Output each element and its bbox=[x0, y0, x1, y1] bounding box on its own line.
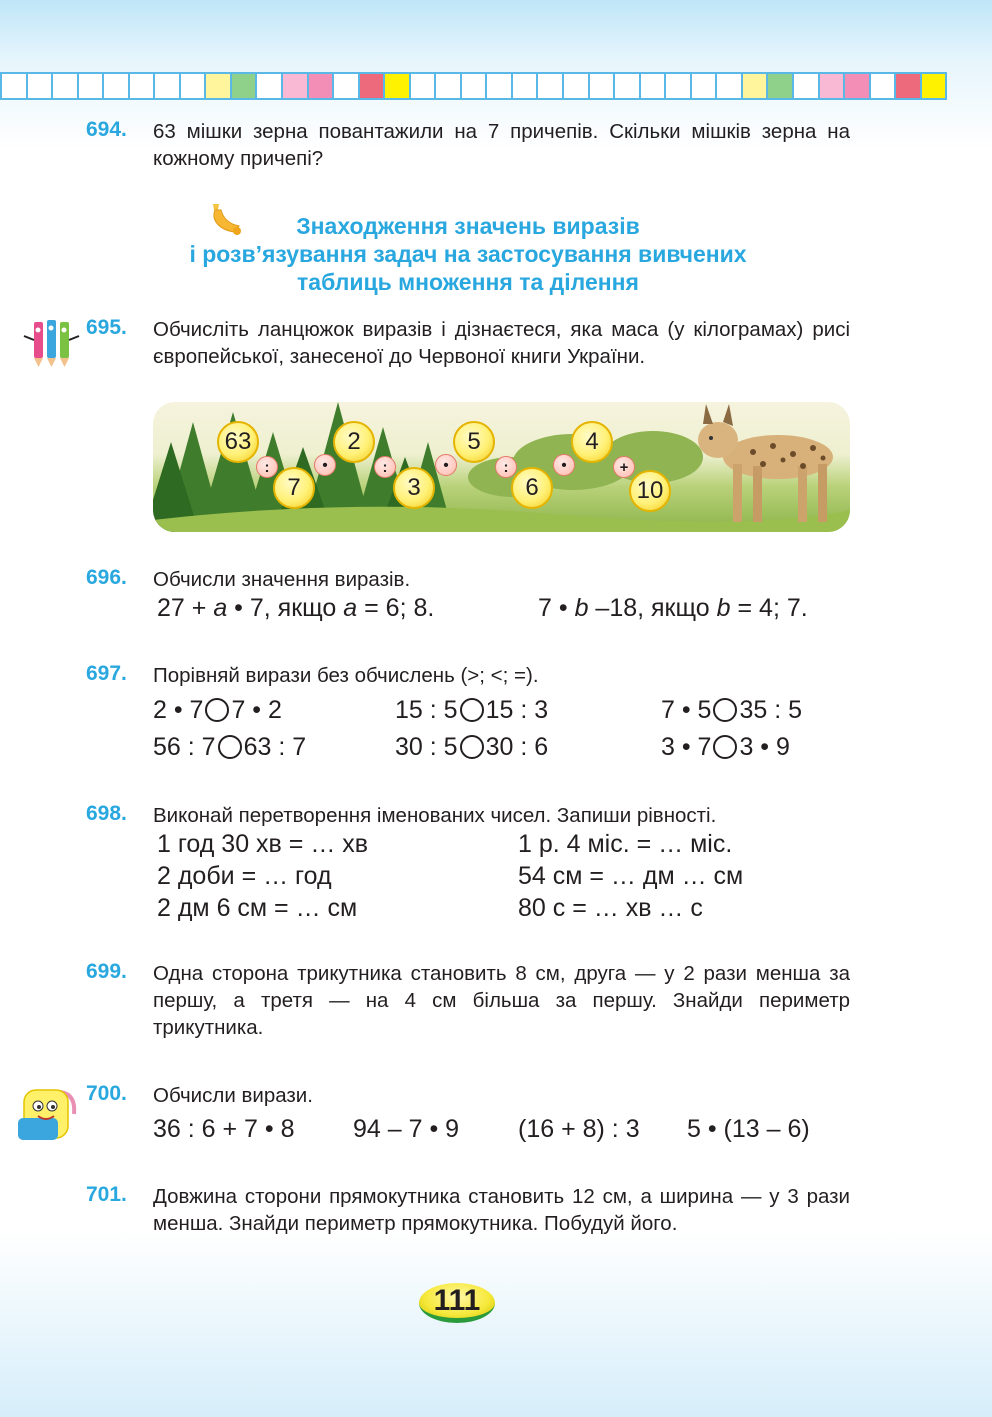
task-700-number: 700. bbox=[86, 1082, 127, 1105]
compare-circle[interactable] bbox=[218, 735, 242, 759]
compare-circle[interactable] bbox=[460, 735, 484, 759]
conversion-right: 80 с = … хв … с bbox=[518, 894, 703, 922]
strip-cell bbox=[179, 72, 207, 100]
conversion-left: 1 год 30 хв = … хв bbox=[157, 830, 369, 858]
conversion-right: 1 р. 4 міс. = … міс. bbox=[518, 830, 733, 858]
strip-cell bbox=[332, 72, 360, 100]
chain-operator: : bbox=[374, 456, 396, 478]
task-700-expression: (16 + 8) : 3 bbox=[518, 1115, 640, 1143]
strip-cell bbox=[485, 72, 513, 100]
task-700-expression: 36 : 6 + 7 • 8 bbox=[153, 1115, 295, 1143]
strip-cell bbox=[562, 72, 590, 100]
strip-cell bbox=[51, 72, 79, 100]
strip-cell bbox=[792, 72, 820, 100]
task-701-text: Довжина сторони прямокутника становить 12 см, а ширина — у 3 рази менша. Знайди периметр прямокутника. Побудуй його. bbox=[153, 1185, 850, 1235]
task-696-expression-1: 27 + a • 7, якщо a = 6; 8. bbox=[157, 594, 435, 622]
task-699-text: Одна сторона трикутника становить 8 см, друга — у 2 рази менша за першу, а третя — на 4 см більша за першу. Знайди периметр трикутника. bbox=[153, 962, 850, 1039]
strip-cell bbox=[102, 72, 130, 100]
strip-cell bbox=[766, 72, 794, 100]
strip-cell bbox=[920, 72, 948, 100]
compare-circle[interactable] bbox=[205, 698, 229, 722]
strip-cell bbox=[818, 72, 846, 100]
strip-cell bbox=[307, 72, 335, 100]
chain-number: 10 bbox=[629, 470, 671, 512]
chain-number: 3 bbox=[393, 467, 435, 509]
chain-operator: • bbox=[435, 454, 457, 476]
strip-cell bbox=[409, 72, 437, 100]
task-700-expression: 94 – 7 • 9 bbox=[353, 1115, 460, 1143]
task-700-text: Обчисли вирази. bbox=[153, 1084, 313, 1107]
task-696-text: Обчисли значення виразів. bbox=[153, 568, 411, 591]
strip-cell bbox=[588, 72, 616, 100]
lynx-icon bbox=[698, 404, 833, 522]
task-694-text: 63 мішки зерна повантажили на 7 причепів. Скільки мішків зерна на кожному причепі? bbox=[153, 120, 850, 170]
strip-cell bbox=[511, 72, 539, 100]
section-heading-line3: таблиць множення та ділення bbox=[297, 269, 639, 295]
chain-number: 2 bbox=[333, 421, 375, 463]
strip-cell bbox=[690, 72, 718, 100]
chain-number: 7 bbox=[273, 467, 315, 509]
task-701-number: 701. bbox=[86, 1183, 127, 1206]
comparison: 56 : 7 63 : 7 bbox=[153, 733, 307, 761]
strip-cell bbox=[715, 72, 743, 100]
comparison: 7 • 5 35 : 5 bbox=[661, 696, 803, 724]
strip-cell bbox=[0, 72, 28, 100]
backpack-icon bbox=[16, 1084, 80, 1146]
comparison: 15 : 5 15 : 3 bbox=[395, 696, 549, 724]
strip-cell bbox=[434, 72, 462, 100]
strip-cell bbox=[281, 72, 309, 100]
task-696-number: 696. bbox=[86, 566, 127, 589]
chain-number: 6 bbox=[511, 467, 553, 509]
comparison: 30 : 5 30 : 6 bbox=[395, 733, 549, 761]
task-697-text: Порівняй вирази без обчислень (>; <; =). bbox=[153, 664, 539, 687]
chain-operator: : bbox=[495, 456, 517, 478]
section-heading-line2: і розв’язування задач на застосування вивчених bbox=[189, 241, 747, 267]
compare-circle[interactable] bbox=[713, 735, 737, 759]
strip-cell bbox=[843, 72, 871, 100]
task-695-number: 695. bbox=[86, 316, 127, 339]
compare-circle[interactable] bbox=[460, 698, 484, 722]
strip-cell bbox=[536, 72, 564, 100]
chain-operator: • bbox=[314, 454, 336, 476]
comparison: 3 • 7 3 • 9 bbox=[661, 733, 790, 761]
strip-cell bbox=[383, 72, 411, 100]
strip-cell bbox=[26, 72, 54, 100]
comparison: 2 • 7 7 • 2 bbox=[153, 696, 282, 724]
strip-cell bbox=[741, 72, 769, 100]
task-700-expression: 5 • (13 – 6) bbox=[687, 1115, 810, 1143]
conversion-left: 2 дм 6 см = … см bbox=[157, 894, 358, 922]
chain-number: 63 bbox=[217, 421, 259, 463]
compare-circle[interactable] bbox=[713, 698, 737, 722]
strip-cell bbox=[894, 72, 922, 100]
task-697-number: 697. bbox=[86, 662, 127, 685]
task-699-number: 699. bbox=[86, 960, 127, 983]
strip-cell bbox=[204, 72, 232, 100]
strip-cell bbox=[460, 72, 488, 100]
chain-number: 4 bbox=[571, 421, 613, 463]
strip-cell bbox=[613, 72, 641, 100]
strip-cell bbox=[128, 72, 156, 100]
strip-cell bbox=[153, 72, 181, 100]
strip-cell bbox=[639, 72, 667, 100]
section-heading-line1: Знаходження значень виразів bbox=[296, 213, 640, 239]
chain-operator: + bbox=[613, 456, 635, 478]
top-color-strip bbox=[0, 72, 992, 100]
chain-operator: • bbox=[553, 454, 575, 476]
task-694-number: 694. bbox=[86, 118, 127, 141]
conversion-left: 2 доби = … год bbox=[157, 862, 332, 890]
pencils-icon bbox=[20, 316, 82, 368]
strip-cell bbox=[77, 72, 105, 100]
chain-number: 5 bbox=[453, 421, 495, 463]
task-696-expression-2: 7 • b –18, якщо b = 4; 7. bbox=[538, 594, 808, 622]
chain-operator: : bbox=[256, 456, 278, 478]
conversion-right: 54 см = … дм … см bbox=[518, 862, 744, 890]
strip-cell bbox=[664, 72, 692, 100]
strip-cell bbox=[358, 72, 386, 100]
task-698-text: Виконай перетворення іменованих чисел. Запиши рівності. bbox=[153, 804, 717, 827]
page-number: 111 bbox=[419, 1283, 495, 1323]
lynx-forest-illustration bbox=[153, 402, 850, 532]
strip-cell bbox=[869, 72, 897, 100]
strip-cell bbox=[255, 72, 283, 100]
task-695-text: Обчисліть ланцюжок виразів і дізнаєтеся, яка маса (у кілограмах) рисі європейської, занесеної до Червоної книги України. bbox=[153, 318, 850, 368]
task-698-number: 698. bbox=[86, 802, 127, 825]
strip-cell bbox=[230, 72, 258, 100]
